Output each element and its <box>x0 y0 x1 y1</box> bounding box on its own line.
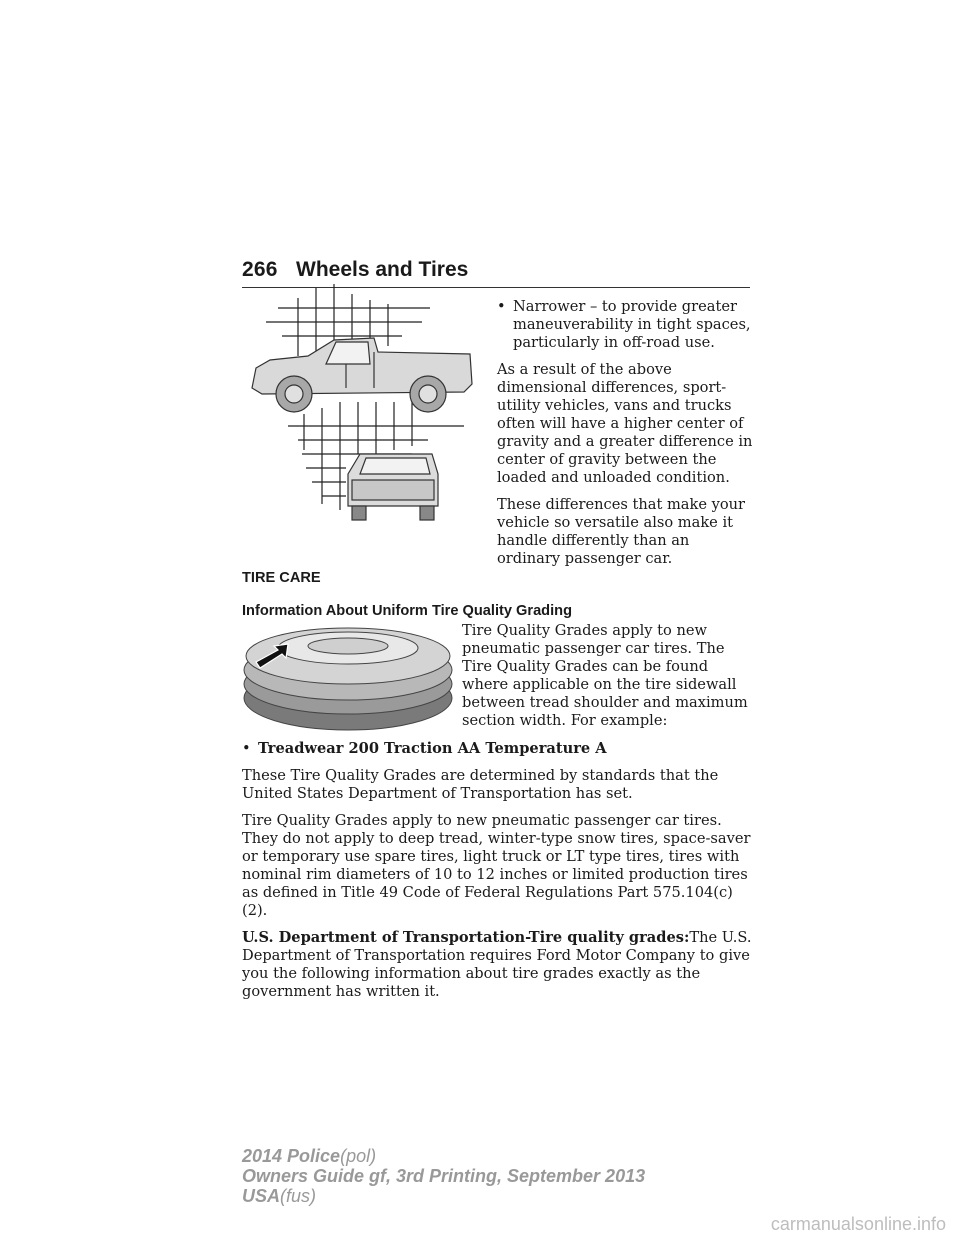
paragraph: Tire Quality Grades apply to new pneumatic passenger car tires. They do not apply to deep tread, winter-type snow tires, space-saver or temporary use spare tires, light truck or LT type tires, tires with nominal rim diameters of 10 to 12 inches or limited production tires as defined in Title 49 Code of Federal Regulations Part 575.104(c)(2). <box>242 812 751 919</box>
footer-market: USA <box>242 1186 281 1206</box>
list-item <box>242 740 754 758</box>
paragraph-lead: U.S. Department of Transportation-Tire quality grades: <box>242 929 690 946</box>
section-title: Wheels and Tires <box>296 258 469 281</box>
tire-intro: Tire Quality Grades apply to new pneumatic passenger car tires. The Tire Quality Grades can be found where applicable on the tire sidewall between tread shoulder and maximum section width. For example: <box>462 622 748 729</box>
section-heading: TIRE CARE <box>242 570 321 586</box>
footer-market-code: (fus) <box>280 1186 317 1206</box>
bullet-text: Narrower – to provide greater maneuverability in tight spaces, particularly in off-road use. <box>513 298 751 351</box>
truck-dimensions-illustration <box>242 284 480 524</box>
paragraph: As a result of the above dimensional differences, sport-utility vehicles, vans and trucks often will have a higher center of gravity and a greater difference in center of gravity between the loaded and unloaded condition. <box>497 361 753 486</box>
list-item <box>497 298 755 352</box>
paragraph <box>242 929 754 1001</box>
paragraph: These differences that make your vehicle so versatile also make it handle differently than an ordinary passenger car. <box>497 496 746 567</box>
footer-model: 2014 Police <box>242 1146 341 1166</box>
example-grade: Treadwear 200 Traction AA Temperature A <box>258 740 607 757</box>
paragraph: These Tire Quality Grades are determined by standards that the United States Department of Transportation has set. <box>242 767 719 802</box>
footer-guide: Owners Guide gf, 3rd Printing, September 2013 <box>242 1166 646 1186</box>
tire-care-body <box>242 740 754 1010</box>
footer <box>242 1146 645 1206</box>
paragraph-rest: The U.S. Department of Transportation requires Ford Motor Company to give you the following information about tire grades exactly as the government has written it. <box>242 929 752 1000</box>
bullet-dot: • <box>497 298 506 315</box>
top-column <box>497 298 755 577</box>
footer-model-code: (pol) <box>340 1146 377 1166</box>
bullet-dot: • <box>242 740 251 757</box>
subsection-heading: Information About Uniform Tire Quality Grading <box>242 603 572 619</box>
tire-sidewall-illustration <box>242 622 454 732</box>
page-number: 266 <box>242 258 278 281</box>
watermark: carmanualsonline.info <box>770 1214 946 1234</box>
